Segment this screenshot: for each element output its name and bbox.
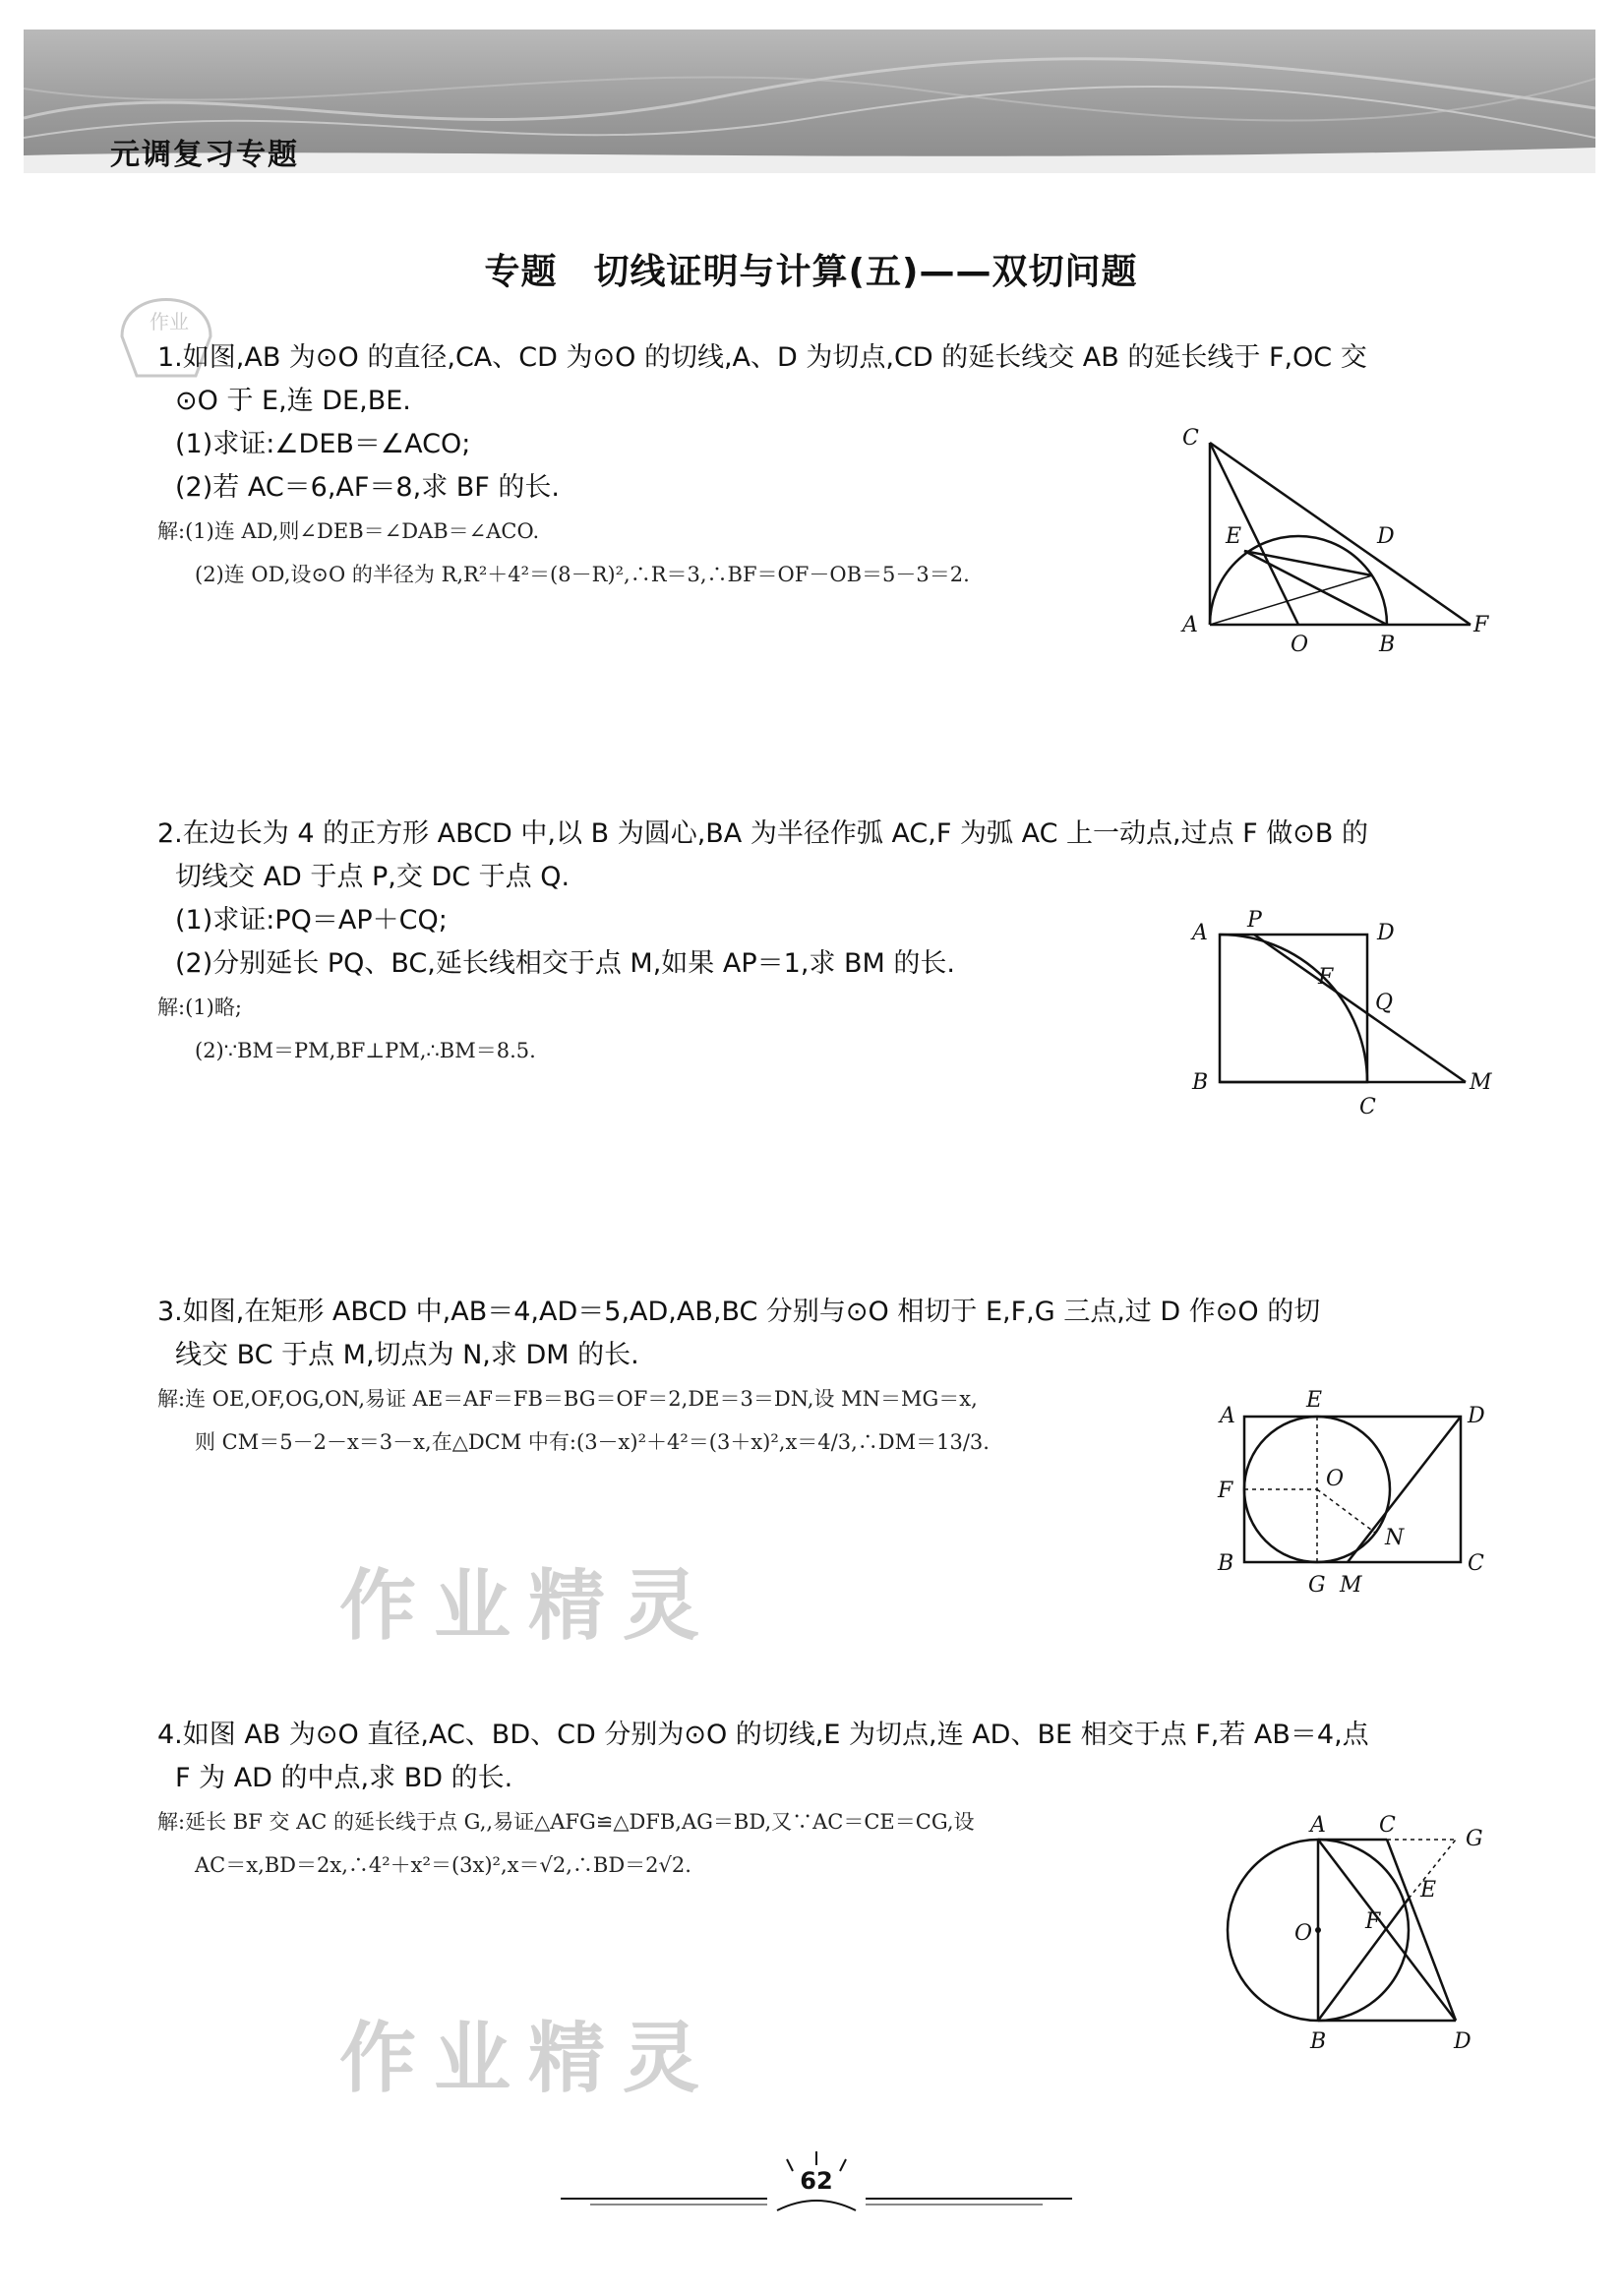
stamp-text: 作业 [150, 310, 189, 333]
figure-1-label-F: F [1473, 613, 1489, 637]
figure-2-label-D: D [1377, 921, 1395, 945]
figure-4-label-E: E [1420, 1878, 1437, 1903]
figure-3-label-D: D [1468, 1404, 1485, 1428]
problem-2-solution-1: 解:(1)略; [157, 996, 242, 1019]
figure-1-label-A: A [1182, 613, 1198, 637]
figure-1 [1161, 423, 1495, 659]
figure-2-label-Q: Q [1375, 991, 1394, 1015]
problem-4-solution-1: 解:延长 BF 交 AC 的延长线于点 G,,易证△AFG≌△DFB,AG＝BD,又∵AC＝CE＝CG,设 [157, 1810, 975, 1834]
figure-3-label-G: G [1308, 1573, 1326, 1598]
figure-4-label-G: G [1466, 1827, 1483, 1851]
figure-4-label-B: B [1310, 2029, 1327, 2054]
problem-4-line-1: 4.如图 AB 为⊙O 直径,AC、BD、CD 分别为⊙O 的切线,E 为切点,连 AD、BE 相交于点 F,若 AB＝4,点 [157, 1720, 1369, 1750]
page-number: 62 [800, 2167, 833, 2195]
problem-1-solution-1: 解:(1)连 AD,则∠DEB＝∠DAB＝∠ACO. [157, 519, 540, 543]
figure-4-label-O: O [1294, 1921, 1313, 1946]
figure-2-label-F: F [1318, 965, 1334, 990]
header-title: 元调复习专题 [110, 138, 299, 172]
problem-2-line-1: 2.在边长为 4 的正方形 ABCD 中,以 B 为圆心,BA 为半径作弧 AC,F 为弧 AC 上一动点,过点 F 做⊙B 的 [157, 818, 1369, 849]
figure-3-label-B: B [1218, 1551, 1234, 1576]
problem-1-line-2: ⊙O 于 E,连 DE,BE. [175, 386, 411, 416]
problem-4-line-2: F 为 AD 的中点,求 BD 的长. [175, 1763, 513, 1793]
problem-4-solution-2: AC＝x,BD＝2x,∴4²＋x²＝(3x)²,x＝√2,∴BD＝2√2. [195, 1853, 691, 1877]
problem-3-solution-2: 则 CM＝5－2－x＝3－x,在△DCM 中有:(3－x)²＋4²＝(3＋x)²,x＝4/3,∴DM＝13/3. [195, 1430, 990, 1454]
figure-3-label-F: F [1218, 1479, 1233, 1503]
figure-1-label-D: D [1377, 524, 1395, 549]
figure-1-label-C: C [1182, 426, 1199, 451]
figure-3-label-C: C [1468, 1551, 1484, 1576]
problem-2-line-3: (1)求证:PQ＝AP＋CQ; [175, 905, 448, 936]
problem-2-line-4: (2)分别延长 PQ、BC,延长线相交于点 M,如果 AP＝1,求 BM 的长. [175, 948, 955, 979]
figure-3-label-N: N [1385, 1526, 1405, 1550]
figure-3-label-A: A [1220, 1404, 1235, 1428]
figure-2-label-C: C [1359, 1095, 1376, 1119]
problem-1-line-4: (2)若 AC＝6,AF＝8,求 BF 的长. [175, 472, 560, 503]
figure-3-label-M: M [1340, 1573, 1362, 1598]
problem-2-line-2: 切线交 AD 于点 P,交 DC 于点 Q. [175, 862, 571, 892]
figure-4-label-A: A [1310, 1813, 1326, 1838]
problem-3-solution-1: 解:连 OE,OF,OG,ON,易证 AE＝AF＝FB＝BG＝OF＝2,DE＝3＝DN,设 MN＝MG＝x, [157, 1387, 978, 1411]
figure-1-label-O: O [1291, 633, 1309, 657]
figure-4 [1210, 1800, 1505, 2056]
figure-2-label-B: B [1192, 1070, 1209, 1095]
figure-2-label-A: A [1192, 921, 1208, 945]
problem-3-line-1: 3.如图,在矩形 ABCD 中,AB＝4,AD＝5,AD,AB,BC 分别与⊙O 相切于 E,F,G 三点,过 D 作⊙O 的切 [157, 1297, 1321, 1327]
figure-2-label-P: P [1247, 908, 1262, 933]
page-title: 专题 切线证明与计算(五)——双切问题 [484, 252, 1138, 292]
figure-4-label-F: F [1365, 1909, 1381, 1934]
problem-1-line-3: (1)求证:∠DEB＝∠ACO; [175, 429, 471, 459]
figure-3 [1200, 1377, 1495, 1603]
watermark-2: 作业精灵 [339, 2015, 718, 2103]
figure-1-label-B: B [1379, 633, 1396, 657]
problem-3-line-2: 线交 BC 于点 M,切点为 N,求 DM 的长. [175, 1340, 639, 1370]
figure-4-label-D: D [1454, 2029, 1472, 2054]
figure-4-label-C: C [1379, 1813, 1396, 1838]
figure-1-label-E: E [1226, 524, 1242, 549]
figure-2-label-M: M [1470, 1070, 1492, 1095]
problem-2-solution-2: (2)∵BM＝PM,BF⊥PM,∴BM＝8.5. [195, 1039, 536, 1062]
watermark-1: 作业精灵 [339, 1562, 718, 1651]
figure-2 [1180, 895, 1495, 1121]
problem-1-line-1: 1.如图,AB 为⊙O 的直径,CA、CD 为⊙O 的切线,A、D 为切点,CD 的延长线交 AB 的延长线于 F,OC 交 [157, 342, 1367, 373]
figure-3-label-E: E [1306, 1388, 1323, 1413]
problem-1-solution-2: (2)连 OD,设⊙O 的半径为 R,R²＋4²＝(8－R)²,∴R＝3,∴BF＝OF－OB＝5－3＝2. [195, 563, 970, 586]
figure-3-label-O: O [1326, 1467, 1345, 1491]
